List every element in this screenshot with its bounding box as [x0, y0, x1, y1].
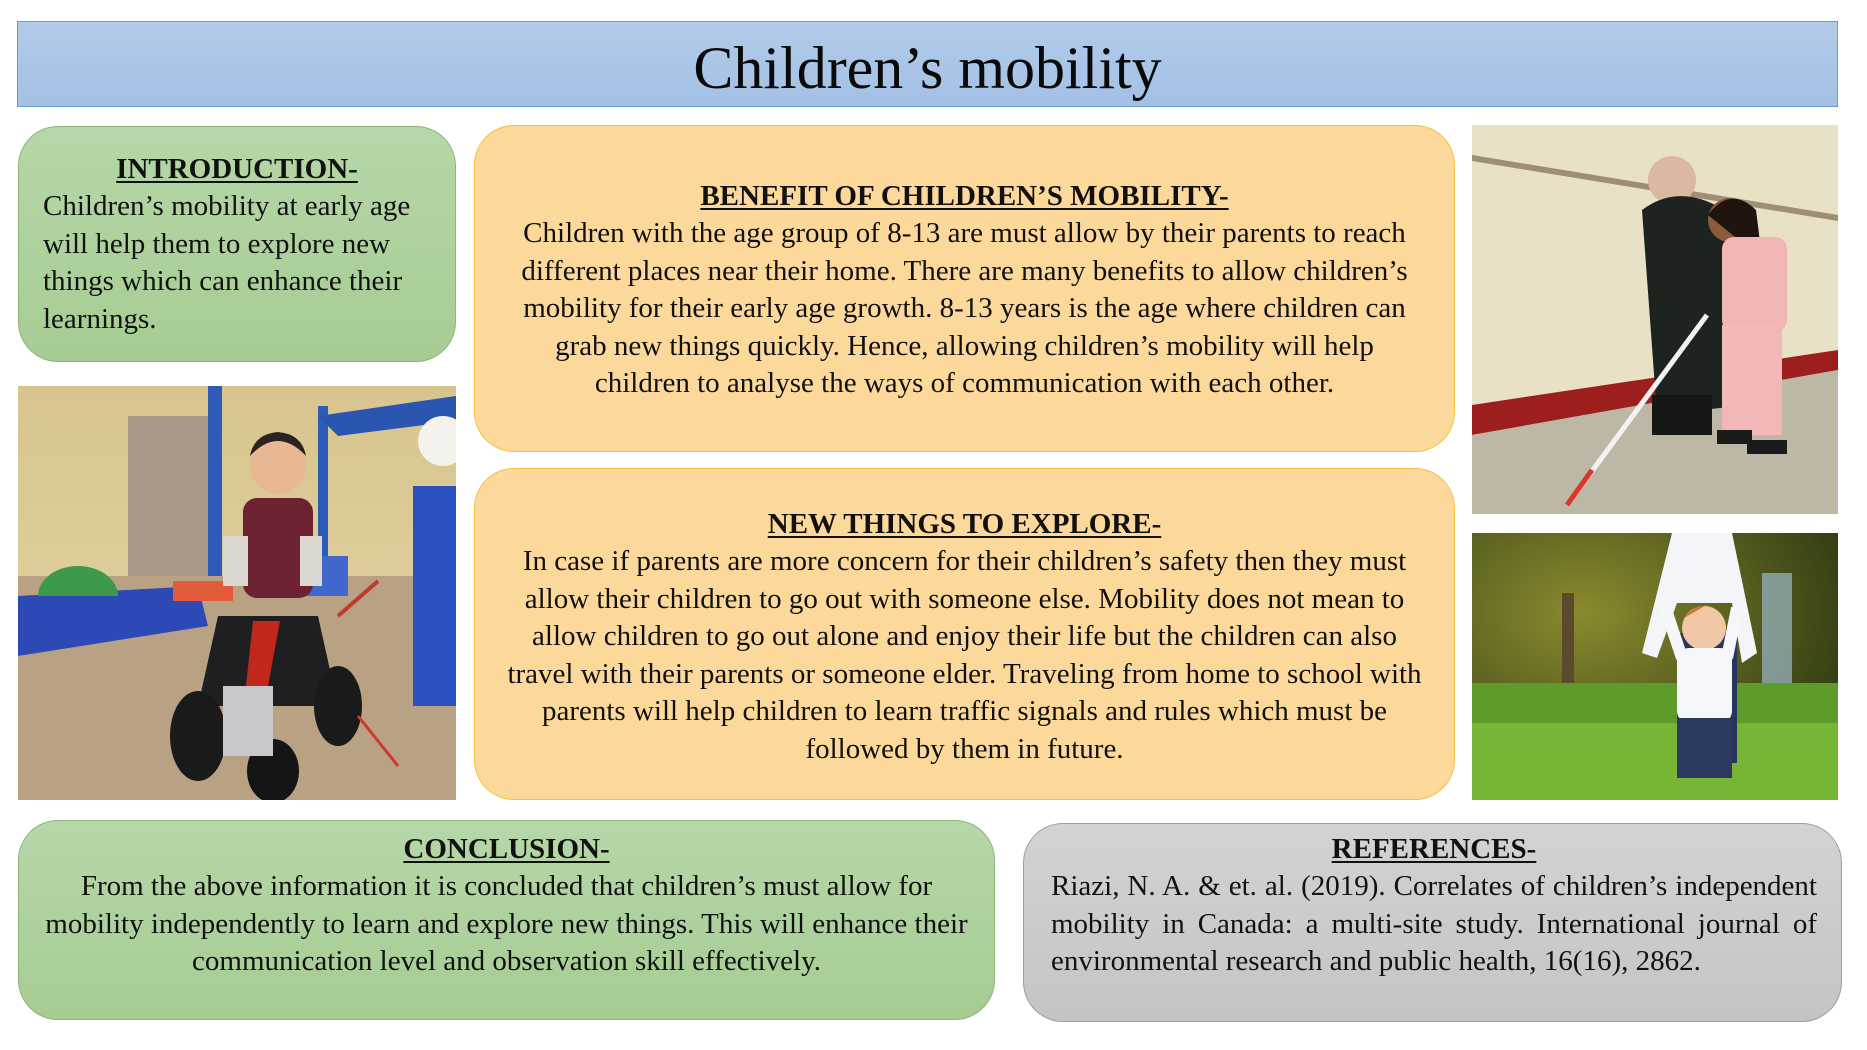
title-banner	[17, 21, 1838, 107]
introduction-heading: INTRODUCTION-	[116, 153, 358, 185]
child-riding-quad-image	[18, 386, 456, 800]
references-heading: REFERENCES-	[1331, 833, 1537, 865]
explore-panel	[474, 468, 1455, 800]
benefit-heading: BENEFIT OF CHILDREN’S MOBILITY-	[700, 180, 1229, 212]
child-riding-quad-photo	[18, 386, 456, 800]
explore-text: In case if parents are more concern for their children’s safety then they must allow their children to go out with someone else. Mobility does not mean to allow children to go out alone and enjoy their life but the children can also travel with their parents or someone elder. Traveling from home to school with parents will help children to learn traffic signals and rules which must be followed by them in future.	[507, 545, 1422, 765]
toddler-walking-grass-photo	[1472, 533, 1838, 800]
explore-heading: NEW THINGS TO EXPLORE-	[767, 508, 1162, 540]
toddler-walking-grass-image	[1472, 533, 1838, 800]
conclusion-panel	[18, 820, 995, 1020]
benefit-text: Children with the age group of 8-13 are must allow by their parents to reach different places near their home. There are many benefits to allow children’s mobility for their early age growth. 8-13 years is the age where children can grab new things quickly. Hence, allowing children’s mobility will help children to analyse the ways of communication with each other.	[521, 217, 1408, 399]
introduction-text: Children’s mobility at early age will help them to explore new things which can enhance their learnings.	[43, 190, 411, 335]
elder-guiding-girl-cane-photo	[1472, 125, 1838, 514]
conclusion-heading: CONCLUSION-	[403, 833, 610, 865]
benefit-panel	[474, 125, 1455, 452]
introduction-panel	[18, 126, 456, 362]
elder-guiding-girl-cane-image	[1472, 125, 1838, 514]
slide-title: Children’s mobility	[693, 35, 1162, 101]
references-text: Riazi, N. A. & et. al. (2019). Correlates of children’s independent mobility in Canada: a multi-site study. International journal of environmental research and public health, 16(16), 2862.	[1051, 870, 1817, 977]
references-panel	[1023, 823, 1842, 1022]
conclusion-text: From the above information it is concluded that children’s must allow for mobility independently to learn and explore new things. This will enhance their communication level and observation skill effectively.	[45, 870, 968, 977]
